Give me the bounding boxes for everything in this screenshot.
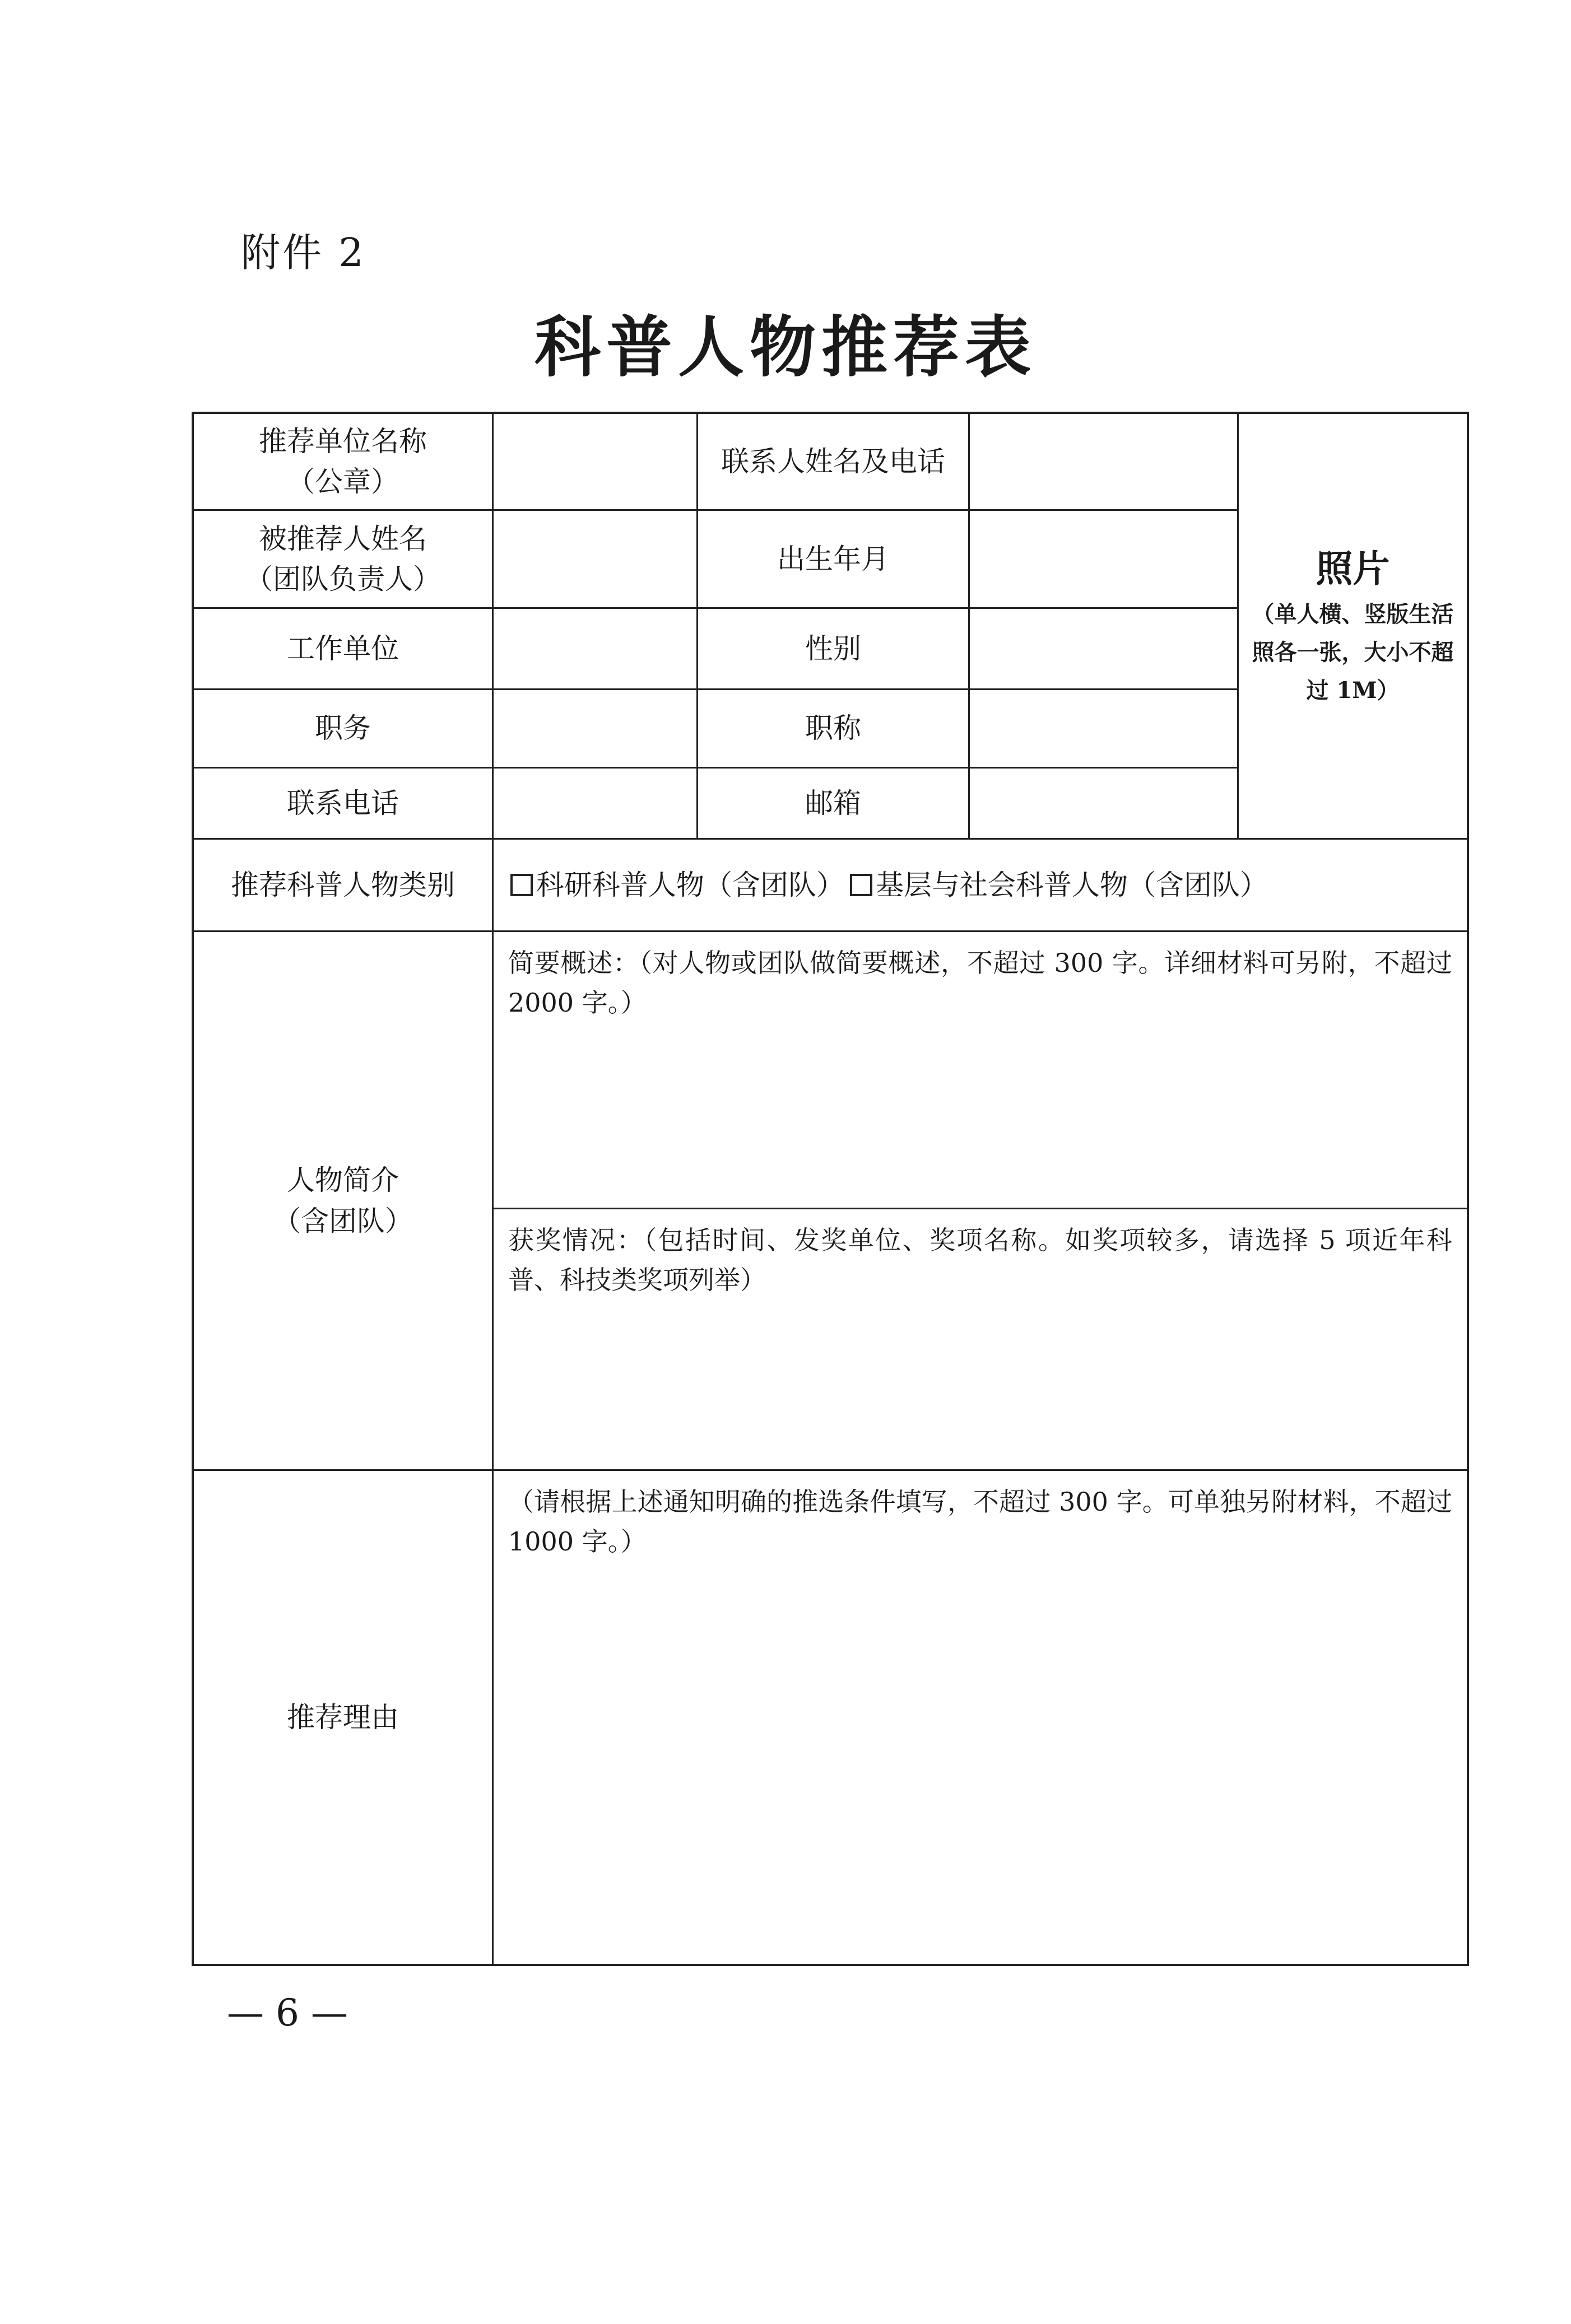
photo-box[interactable] <box>1239 414 1467 840</box>
reason-hint: （请根据上述通知明确的推选条件填写，不超过 300 字。可单独另附材料，不超过 1000 字。） <box>508 1487 1452 1557</box>
checkbox-grassroots[interactable] <box>850 874 872 896</box>
unit-name-label: 推荐单位名称 （公章） <box>194 414 494 511</box>
position-field[interactable] <box>494 690 698 769</box>
birth-label: 出生年月 <box>698 511 970 609</box>
option-research-label: 科研科普人物（含团队） <box>536 868 844 901</box>
checkbox-research[interactable] <box>510 874 533 896</box>
unit-name-field[interactable] <box>494 414 698 511</box>
position-label: 职务 <box>194 690 494 769</box>
nominee-name-label: 被推荐人姓名 （团队负责人） <box>194 511 494 609</box>
contact-label: 联系人姓名及电话 <box>698 414 970 511</box>
nominee-name-field[interactable] <box>494 511 698 609</box>
summary-field[interactable] <box>494 932 1467 1209</box>
awards-hint: 获奖情况：（包括时间、发奖单位、奖项名称。如奖项较多，请选择 5 项近年科普、科技类奖项列举） <box>508 1225 1452 1296</box>
phone-label: 联系电话 <box>194 769 494 840</box>
recommendation-form <box>192 412 1469 1966</box>
photo-title: 照片 <box>1316 546 1390 590</box>
awards-field[interactable] <box>494 1209 1467 1471</box>
reason-field[interactable] <box>494 1471 1467 1964</box>
summary-hint: 简要概述：（对人物或团队做简要概述，不超过 300 字。详细材料可另附，不超过 2000 字。） <box>508 948 1452 1018</box>
contact-field[interactable] <box>970 414 1239 511</box>
form-title: 科普人物推荐表 <box>534 308 1037 386</box>
title-field[interactable] <box>970 690 1239 769</box>
profile-label: 人物简介 （含团队） <box>194 932 494 1471</box>
option-grassroots-label: 基层与社会科普人物（含团队） <box>876 868 1268 901</box>
category-label: 推荐科普人物类别 <box>194 840 494 932</box>
reason-label: 推荐理由 <box>194 1471 494 1964</box>
phone-field[interactable] <box>494 769 698 840</box>
page-number: — 6 — <box>227 1991 348 2034</box>
birth-field[interactable] <box>970 511 1239 609</box>
gender-label: 性别 <box>698 609 970 690</box>
category-options <box>494 840 1467 932</box>
work-unit-field[interactable] <box>494 609 698 690</box>
email-field[interactable] <box>970 769 1239 840</box>
email-label: 邮箱 <box>698 769 970 840</box>
title-label: 职称 <box>698 690 970 769</box>
photo-note: （单人横、竖版生活 照各一张，大小不超 过 1M） <box>1252 601 1454 704</box>
gender-field[interactable] <box>970 609 1239 690</box>
work-unit-label: 工作单位 <box>194 609 494 690</box>
attachment-label: 附件 2 <box>241 230 366 276</box>
